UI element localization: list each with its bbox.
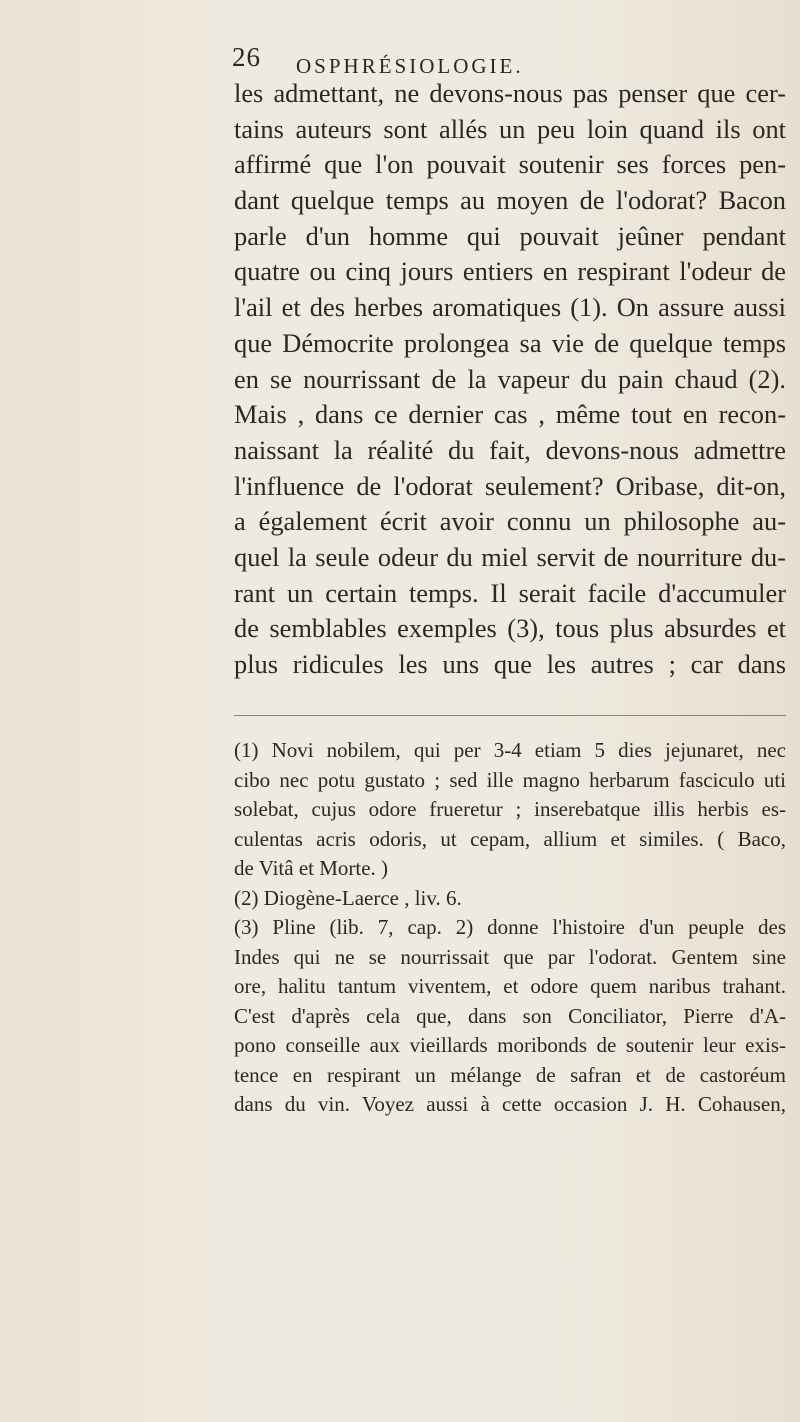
text-line: tains auteurs sont allés un peu loin quand ils ont — [234, 113, 786, 144]
text-line: naissant la réalité du fait, devons-nous admettre — [234, 434, 786, 465]
text-line: l'influence de l'odorat seulement? Oribase, dit-on, — [234, 470, 786, 501]
footnote-line: culentas acris odoris, ut cepam, allium et similes. ( Baco, — [234, 826, 786, 851]
main-text — [234, 76, 786, 683]
footnotes — [234, 736, 786, 1120]
text-line: quel la seule odeur du miel servit de nourriture du- — [234, 541, 786, 572]
text-line: parle d'un homme qui pouvait jeûner pendant — [234, 220, 786, 251]
footnote-divider — [234, 715, 786, 716]
footnote-line: C'est d'après cela que, dans son Conciliator, Pierre d'A- — [234, 1003, 786, 1028]
text-line: dant quelque temps au moyen de l'odorat? Bacon — [234, 185, 786, 216]
footnote-line: de Vitâ et Morte. ) — [234, 856, 389, 880]
text-line: rant un certain temps. Il serait facile d'accumuler — [234, 577, 786, 608]
footnote-line: dans du vin. Voyez aussi à cette occasion J. H. Cohausen, — [234, 1092, 786, 1116]
text-line: plus ridicules les uns que les autres ; car dans — [234, 649, 786, 679]
text-line: a également écrit avoir connu un philosophe au- — [234, 506, 786, 537]
text-line: que Démocrite prolongea sa vie de quelque temps — [234, 327, 786, 358]
text-line: les admettant, ne devons-nous pas penser que cer- — [234, 78, 786, 108]
footnote-line: (1) Novi nobilem, qui per 3-4 etiam 5 dies jejunaret, nec — [234, 738, 786, 762]
footnote-line: cibo nec potu gustato ; sed ille magno herbarum fasciculo uti — [234, 767, 786, 792]
footnote-line: pono conseille aux vieillards moribonds de soutenir leur exis- — [234, 1033, 786, 1057]
text-line: en se nourrissant de la vapeur du pain chaud (2). — [234, 363, 786, 394]
running-title: OSPHRÉSIOLOGIE. — [296, 54, 524, 78]
footnote-line: (2) Diogène-Laerce , liv. 6. — [234, 885, 462, 910]
text-line: de semblables exemples (3), tous plus absurdes et — [234, 613, 786, 644]
text-line: affirmé que l'on pouvait soutenir ses forces pen- — [234, 149, 786, 180]
footnote-line: tence en respirant un mélange de safran et de castoréum — [234, 1062, 786, 1087]
footnote-line: solebat, cujus odore frueretur ; inserebatque illis herbis es- — [234, 797, 786, 821]
footnote-line: ore, halitu tantum viventem, et odore quem naribus trahant. — [234, 974, 786, 998]
footnote-line: Indes qui ne se nourrissait que par l'odorat. Gentem sine — [234, 944, 786, 969]
text-line: Mais , dans ce dernier cas , même tout en recon- — [234, 399, 786, 430]
text-line: quatre ou cinq jours entiers en respirant l'odeur de — [234, 256, 786, 287]
text-line: l'ail et des herbes aromatiques (1). On assure aussi — [234, 292, 786, 323]
footnote-line: (3) Pline (lib. 7, cap. 2) donne l'histoire d'un peuple des — [234, 915, 786, 939]
page-number: 26 — [232, 42, 261, 72]
